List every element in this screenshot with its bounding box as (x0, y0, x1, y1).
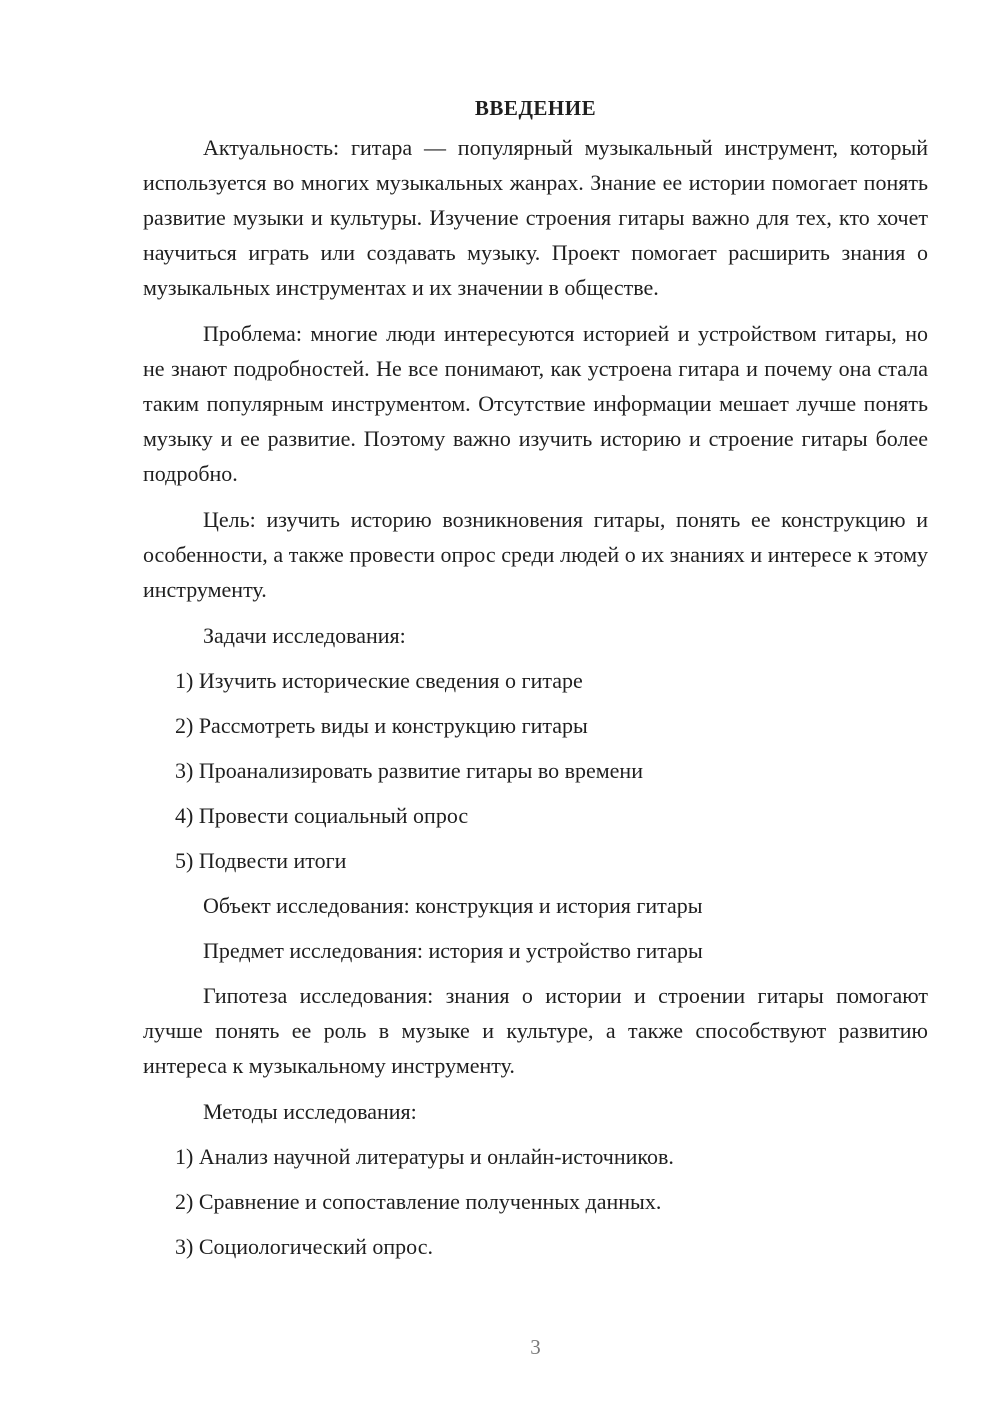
goal-paragraph: Цель: изучить историю возникновения гитары, понять ее конструкцию и особенности, а также провести опрос среди людей о их знаниях и интересе к этому инструменту. (143, 507, 928, 602)
task-item: 5) Подвести итоги (175, 848, 347, 873)
page-number: 3 (530, 1335, 541, 1359)
document-page (143, 96, 928, 1274)
method-item: 3) Социологический опрос. (175, 1234, 433, 1259)
task-item: 2) Рассмотреть виды и конструкцию гитары (175, 713, 588, 738)
task-item: 3) Проанализировать развитие гитары во времени (175, 758, 643, 783)
hypothesis-paragraph: Гипотеза исследования: знания о истории и строении гитары помогают лучше понять ее роль в музыке и культуре, а также способствуют развитию интереса к музыкальному инструменту. (143, 983, 928, 1078)
tasks-list (143, 663, 928, 878)
methods-heading: Методы исследования: (203, 1099, 417, 1124)
problem-paragraph: Проблема: многие люди интересуются историей и устройством гитары, но не знают подробностей. Не все понимают, как устроена гитара и почему она стала таким популярным инструментом. Отсутствие информации мешает лучше понять музыку и ее развитие. Поэтому важно изучить историю и строение гитары более подробно. (143, 321, 928, 486)
task-item: 4) Провести социальный опрос (175, 803, 469, 828)
methods-list (143, 1139, 928, 1264)
relevance-paragraph: Актуальность: гитара — популярный музыкальный инструмент, который используется во многих музыкальных жанрах. Знание ее истории помогает понять развитие музыки и культуры. Изучение строения гитары важно для тех, кто хочет научиться играть или создавать музыку. Проект помогает расширить знания о музыкальных инструментах и их значении в обществе. (143, 135, 928, 300)
tasks-heading: Задачи исследования: (203, 623, 406, 648)
task-item: 1) Изучить исторические сведения о гитаре (175, 668, 583, 693)
method-item: 1) Анализ научной литературы и онлайн-источников. (175, 1144, 674, 1169)
subject-line: Предмет исследования: история и устройство гитары (203, 938, 703, 963)
page-title: ВВЕДЕНИЕ (474, 96, 597, 120)
object-line: Объект исследования: конструкция и история гитары (203, 893, 703, 918)
method-item: 2) Сравнение и сопоставление полученных данных. (175, 1189, 662, 1214)
